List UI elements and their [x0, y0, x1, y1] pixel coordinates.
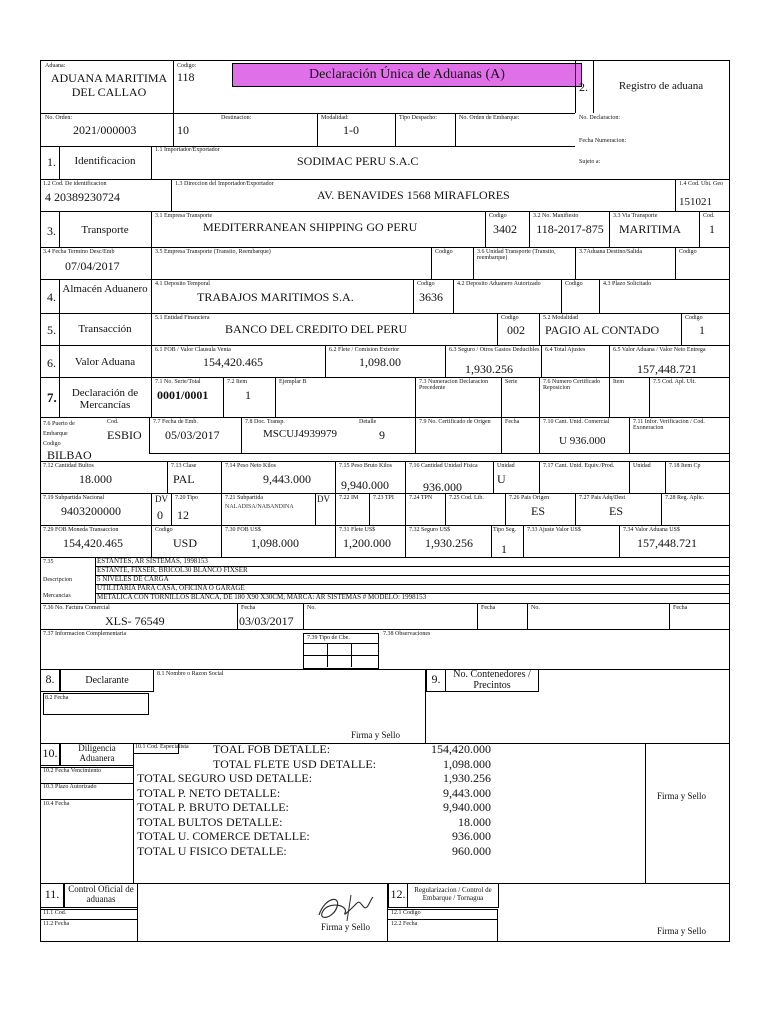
peso-bruto-label: 7.15 Peso Bruto Kilos — [339, 463, 393, 469]
numeracion-label: 7.3 Numeracion Declaracion Precedente — [419, 379, 489, 391]
section-4-number: 4. — [47, 290, 56, 304]
declarante-firma: Firma y Sello — [351, 730, 400, 740]
tipo-value: 12 — [177, 508, 189, 522]
deposito-autorizado-label: 4.2 Deposito Aduanero Autorizado — [457, 281, 541, 287]
observaciones-label: 7.38 Observaciones — [383, 631, 431, 637]
fecha-factura-value: 03/03/2017 — [239, 614, 294, 628]
mercancias-label: Mercancias — [43, 593, 71, 599]
cod-lib-label: 7.25 Cod. Lib. — [449, 495, 484, 501]
unidad-fisica-label: Unidad — [497, 463, 515, 469]
control-firma: Firma y Sello — [321, 922, 370, 932]
doc-transporte-value: MSCUJ4939979 — [263, 428, 337, 440]
tipo-label: 7.20 Tipo — [175, 495, 199, 501]
entidad-financiera-label: 5.1 Entidad Financiera — [155, 315, 210, 321]
codigo-destino-label: Codigo — [679, 249, 697, 255]
clase-label: 7.13 Clase — [171, 463, 197, 469]
fob-label: 6.1 FOB / Valor Clausula Venta — [155, 347, 231, 353]
seguro-value: 1,930.256 — [465, 362, 513, 376]
codigo-deposito-value: 3636 — [419, 290, 443, 304]
destinacion-label: Destinacion: — [221, 115, 252, 121]
deposito-temporal-label: 4.1 Deposito Temporal — [155, 281, 210, 287]
aduana-label: Aduana: — [45, 63, 66, 69]
info-complementaria-label: 7.37 Informacion Complementaria — [43, 631, 127, 637]
modalidad-pago-label: 5.2 Modalidad — [543, 315, 578, 321]
sujeto-label: Sujeto a: — [579, 159, 601, 165]
codigo-entidad-label: Codigo — [501, 315, 519, 321]
fecha-diligencia-label: 10.4 Fecha — [43, 801, 70, 807]
item2-label: Item — [613, 379, 624, 385]
codigo-modalidad-value: 1 — [699, 323, 705, 337]
no2-label: No. — [307, 605, 316, 611]
desc-number-label: 7.35 — [43, 559, 54, 565]
dv-label: DV — [155, 494, 168, 504]
item-value: 1 — [245, 388, 251, 402]
form-title: Declaración Única de Aduanas (A) — [232, 63, 582, 87]
codigo-transporte-label: Codigo — [489, 213, 507, 219]
section-10-number: 10. — [41, 743, 60, 766]
detalle-value: 9 — [379, 428, 385, 442]
certificado-origen-label: 7.9 No. Certificado de Origen — [419, 419, 491, 425]
destinacion-value: 10 — [177, 123, 189, 137]
dv-value: 0 — [157, 508, 163, 522]
factura-value: XLS- 76549 — [105, 614, 165, 628]
modalidad-pago-value: PAGIO AL CONTADO — [545, 323, 660, 337]
tipo-despacho-label: Tipo Despacho: — [399, 115, 437, 121]
section-9-number: 9. — [426, 669, 446, 692]
flete-usd-label: 7.31 Flete US$ — [339, 527, 376, 533]
section-10-name: Diligencia Aduanera — [60, 743, 134, 766]
deposito-temporal-value: TRABAJOS MARITIMOS S.A. — [197, 290, 354, 304]
tipo-cbe-label: 7.39 Tipo de Cbe. — [307, 635, 350, 641]
total-label: TOTAL P. NETO DETALLE: — [137, 785, 281, 800]
total-label: TOTAL U FISICO DETALLE: — [137, 843, 287, 858]
empresa-transito-label: 3.5 Empresa Transporte (Transito, Reembarque) — [155, 249, 271, 255]
empresa-transporte-value: MEDITERRANEAN SHIPPING GO PERU — [203, 220, 418, 234]
codigo-moneda-label: Codigo — [155, 527, 173, 533]
reg-aplic-label: 7.28 Reg. Aplic. — [665, 495, 705, 501]
modalidad-label: Modalidad: — [321, 115, 349, 121]
cant-comercial-label: 7.10 Cant. Unid. Comercial — [543, 419, 610, 425]
fecha-factura-label: Fecha — [241, 605, 256, 611]
section-7-number: 7. — [47, 390, 57, 405]
codigo-entidad-value: 002 — [507, 323, 525, 337]
section-3-name: Transporte — [81, 224, 129, 236]
fecha-regularizacion-label: 12.2 Fecha — [391, 921, 418, 927]
plazo-autorizado-label: 10.3 Plazo Autorizado — [43, 784, 97, 790]
serie-label: 7.1 No. Serie/Total — [155, 379, 201, 385]
fecha3-label: Fecha — [481, 605, 496, 611]
descripcion-label: Descripcion — [43, 577, 72, 583]
fob-moneda-value: 154,420.465 — [63, 536, 123, 550]
orden-embarque-label: No. Orden de Embarque: — [459, 115, 520, 121]
codigo-modalidad-label: Codigo — [685, 315, 703, 321]
empresa-transporte-label: 3.1 Empresa Transporte — [155, 213, 213, 219]
nombre-label: 8.1 Nombre o Razon Social — [157, 671, 224, 677]
ubigeo-value: 151021 — [679, 196, 712, 208]
bultos-label: 7.12 Cantidad Bultos — [43, 463, 94, 469]
section-6-name: Valor Aduana — [74, 356, 136, 368]
description-line: METALICA CON TORNILLOS BLANCA, DE 180 X90 X30CM, MARCA: AR SISTEMAS # MODELO: 1998153 — [97, 593, 427, 601]
codigo-deposito-label: Codigo — [417, 281, 435, 287]
cod-identificacion-value: 4 20389230724 — [45, 190, 120, 204]
total-label: TOTAL SEGURO USD DETALLE: — [137, 771, 313, 785]
via-transporte-value: MARITIMA — [619, 222, 681, 236]
importador-value: SODIMAC PERU S.A.C — [297, 154, 419, 168]
total-label: TOTAL FLETE USD DETALLE: — [213, 756, 377, 771]
direccion-value: AV. BENAVIDES 1568 MIRAFLORES — [317, 188, 510, 202]
cod-especialista-label: 10.1 Cod. Especialista — [135, 744, 189, 750]
fecha-vencimiento-label: 10.2 Fecha Vencimiento — [43, 768, 102, 774]
clase-value: PAL — [173, 472, 195, 486]
pais-origen-label: 7.26 Pais Origen — [509, 495, 550, 501]
peso-bruto-value: 9,940.000 — [341, 478, 389, 492]
total-value: 154,420.000 — [431, 742, 491, 756]
fecha-control-label: 11.2 Fecha — [43, 921, 70, 927]
seguro-label: 6.3 Seguro / Otros Gastos Deducibles — [449, 347, 540, 353]
cod-apl-label: 7.5 Cod. Apl. Ult. — [653, 379, 696, 385]
fecha-numeracion-label: Fecha Numeracion: — [579, 138, 627, 144]
ubigeo-label: 1.4 Cod. Ubi. Geo — [679, 181, 723, 187]
tipo-seguro-value: 1 — [501, 542, 507, 556]
total-value: 1,098.000 — [443, 756, 491, 771]
fecha-termino-label: 3.4 Fecha Termino Desc/Emb — [43, 249, 115, 255]
regularizacion-firma: Firma y Sello — [657, 926, 706, 936]
bultos-value: 18.000 — [79, 472, 112, 486]
section-2-number: 2. — [579, 80, 588, 94]
tpi-label: 7.23 TPI — [373, 495, 394, 501]
valor-aduana-label: 6.5 Valor Aduana / Valor Neto Entrega — [613, 347, 706, 353]
total-value: 9,940.000 — [443, 800, 491, 814]
cod-control-label: 11.1 Cod. — [43, 910, 67, 916]
manifiesto-value: 118-2017-875 — [536, 222, 604, 236]
via-transporte-label: 3.3 Via Transporte — [613, 213, 658, 219]
section-5-number: 5. — [47, 323, 56, 337]
fob-usd-label: 7.30 FOB US$ — [225, 527, 261, 533]
cant-equiv-label: 7.17 Cant. Unid. Equiv./Prod. — [543, 463, 615, 469]
codigo-moneda-value: USD — [173, 536, 198, 550]
section-11-name: Control Oficial de aduanas — [64, 883, 138, 908]
signature-image — [311, 887, 381, 927]
item-cp-label: 7.18 Item Cp — [669, 463, 701, 469]
unidad-equiv-label: Unidad — [633, 463, 651, 469]
section-9-name: No. Contenedores / Precintos — [445, 669, 539, 692]
section-8-number: 8. — [41, 669, 60, 692]
factura-label: 7.36 No. Factura Comercial — [43, 605, 110, 611]
cod-regularizacion-label: 12.1 Codigo — [391, 910, 421, 916]
entidad-financiera-value: BANCO DEL CREDITO DEL PERU — [225, 322, 408, 336]
ajuste-usd-label: 7.33 Ajuste Valor US$ — [527, 527, 581, 533]
certificado-label: 7.6 Numero Certificado Reposicion — [543, 379, 601, 391]
section-3-number: 3. — [47, 224, 56, 238]
codigo-transporte-value: 3402 — [493, 222, 517, 236]
fob-usd-value: 1,098.000 — [251, 536, 299, 550]
description-line: ESTANTE, FIXSER, BRICOL30 BLANCO FIXSER — [97, 566, 248, 574]
total-value: 9,443.000 — [443, 785, 491, 800]
section-1-number: 1. — [47, 155, 56, 169]
fecha-embarque-value: 05/03/2017 — [165, 428, 220, 442]
cod-identificacion-label: 1.2 Cod. De identificacion — [43, 181, 107, 187]
section-7-name: Declaración de Mercancías — [71, 387, 139, 411]
aduana-value: ADUANA MARITIMA DEL CALLAO — [50, 71, 168, 99]
pais-adq-value: ES — [609, 504, 624, 518]
total-value: 960.000 — [452, 843, 491, 858]
codigo-puerto-label: Codigo — [43, 441, 61, 447]
section-12-number: 12. — [388, 883, 408, 908]
section-8-name: Declarante — [60, 669, 154, 692]
total-value: 18.000 — [458, 814, 491, 829]
im-label: 7.22 IM — [339, 495, 359, 501]
puerto-label: 7.6 Puerto de Embarque — [43, 421, 75, 437]
infor-verificacion-label: 7.11 Infor. Verificacion / Cod. Exoneracion — [633, 419, 705, 431]
dua-form — [40, 60, 730, 942]
subpartida-value: 9403200000 — [61, 504, 121, 518]
peso-neto-value: 9,443.000 — [263, 472, 311, 486]
total-label: TOTAL P. BRUTO DETALLE: — [137, 800, 289, 814]
pais-adq-label: 7.27 Pais Adq/Dest — [579, 495, 626, 501]
plazo-solicitado-label: 4.3 Plazo Solicitado — [603, 281, 652, 287]
valor-aduana-usd-label: 7.34 Valor Aduana US$ — [623, 527, 680, 533]
codigo-transito-label: Codigo — [435, 249, 453, 255]
no-declaracion-label: No. Declaracion: — [579, 115, 620, 121]
unidad-fisica-value: U — [497, 472, 506, 486]
section-1-name: Identificacion — [74, 155, 136, 167]
detalle-label: Detalle — [359, 419, 377, 425]
manifiesto-label: 3.2 No. Manifiesto — [533, 213, 579, 219]
diligencia-firma: Firma y Sello — [657, 791, 706, 801]
direccion-label: 1.3 Direccion del Importador/Exportador — [175, 181, 274, 187]
section-5-name: Transacción — [78, 323, 132, 335]
serie-value: 0001/0001 — [157, 388, 209, 402]
unidad-transporte-label: 3.6 Unidad Transporte (Transito, reembarque) — [477, 249, 556, 261]
item-label: 7.2 Item — [227, 379, 247, 385]
valor-aduana-value: 157,448.721 — [637, 362, 697, 376]
ajustes-label: 6.4 Total Ajustes — [545, 347, 586, 353]
flete-label: 6.2 Flete / Comision Exterior — [329, 347, 400, 353]
total-label: TOAL FOB DETALLE: — [213, 742, 331, 756]
cant-fisica-label: 7.16 Cantidad Unidad Fisica — [409, 463, 478, 469]
cod-puerto-label: Cod. — [107, 419, 119, 425]
fecha4-label: Fecha — [673, 605, 688, 611]
tpn-label: 7.24 TPN — [409, 495, 433, 501]
peso-neto-label: 7.14 Peso Neto Kilos — [225, 463, 276, 469]
dv2-label: DV — [317, 494, 330, 504]
cant-comercial-value: U 936.000 — [559, 435, 606, 447]
fob-value: 154,420.465 — [203, 355, 263, 369]
description-line: 5 NIVELES DE CARGA — [97, 575, 169, 583]
codigo-value: 118 — [177, 70, 195, 84]
flete-usd-value: 1,200.000 — [343, 536, 391, 550]
subpartida-label: 7.19 Subpartida Nacional — [43, 495, 105, 501]
fob-moneda-label: 7.29 FOB Moneda Transaccion — [43, 527, 119, 533]
total-value: 936.000 — [452, 829, 491, 843]
section-4-name: Almacén Aduanero — [62, 283, 148, 295]
doc-transporte-label: 7.8 Doc. Transp. — [245, 419, 285, 425]
aduana-destino-label: 3.7Aduana Destino/Salida — [579, 249, 642, 255]
flete-value: 1,098.00 — [359, 355, 401, 369]
codigo-autorizado-label: Codigo — [565, 281, 583, 287]
serie2-label: Serie — [505, 379, 518, 385]
importador-label: 1.1 Importador/Exportador — [155, 147, 220, 153]
section-11-number: 11. — [41, 883, 64, 908]
orden-value: 2021/000003 — [73, 123, 137, 137]
fecha-declarante-label: 8.2 Fecha — [45, 695, 69, 701]
total-label: TOTAL U. COMERCE DETALLE: — [137, 829, 310, 843]
no3-label: No. — [531, 605, 540, 611]
description-line: UTILITARIA PARA CASA, OFICINA O GARAGE — [97, 584, 245, 592]
pais-origen-value: ES — [531, 504, 546, 518]
ejemplar-label: Ejemplar B — [279, 379, 307, 385]
subpartida2-label: 7.21 Subpartida — [225, 495, 263, 501]
section-12-name: Regularizacion / Control de Embarque / Tornagua — [407, 883, 499, 908]
cod-via-label: Cod. — [703, 213, 715, 219]
total-value: 1,930.256 — [443, 771, 491, 785]
seguro-usd-label: 7.32 Seguro US$ — [409, 527, 451, 533]
subpartida2-value: NALADISA/NABANDINA — [225, 504, 294, 510]
fecha-certificado-label: Fecha — [505, 419, 520, 425]
orden-label: No. Orden: — [45, 115, 72, 121]
modalidad-value: 1-0 — [343, 123, 359, 137]
puerto-value: BILBAO — [47, 448, 92, 462]
total-label: TOTAL BULTOS DETALLE: — [137, 814, 283, 829]
fecha-termino-value: 07/04/2017 — [65, 259, 120, 273]
valor-aduana-usd-value: 157,448.721 — [637, 536, 697, 550]
cant-fisica-value: 936.000 — [423, 480, 462, 494]
cod-puerto-value: ESBIO — [107, 428, 142, 442]
cod-via-value: 1 — [709, 222, 715, 236]
codigo-label: Codigo: — [177, 63, 197, 69]
section-6-number: 6. — [47, 356, 56, 370]
description-line: ESTANTES, AR SISTEMAS, 1998153 — [97, 557, 208, 565]
tipo-seguro-label: Tipo Seg. — [493, 527, 517, 533]
registro-aduana: Registro de aduana — [618, 80, 704, 92]
seguro-usd-value: 1,930.256 — [425, 536, 473, 550]
fecha-embarque-label: 7.7 Fecha de Emb. — [153, 419, 198, 425]
